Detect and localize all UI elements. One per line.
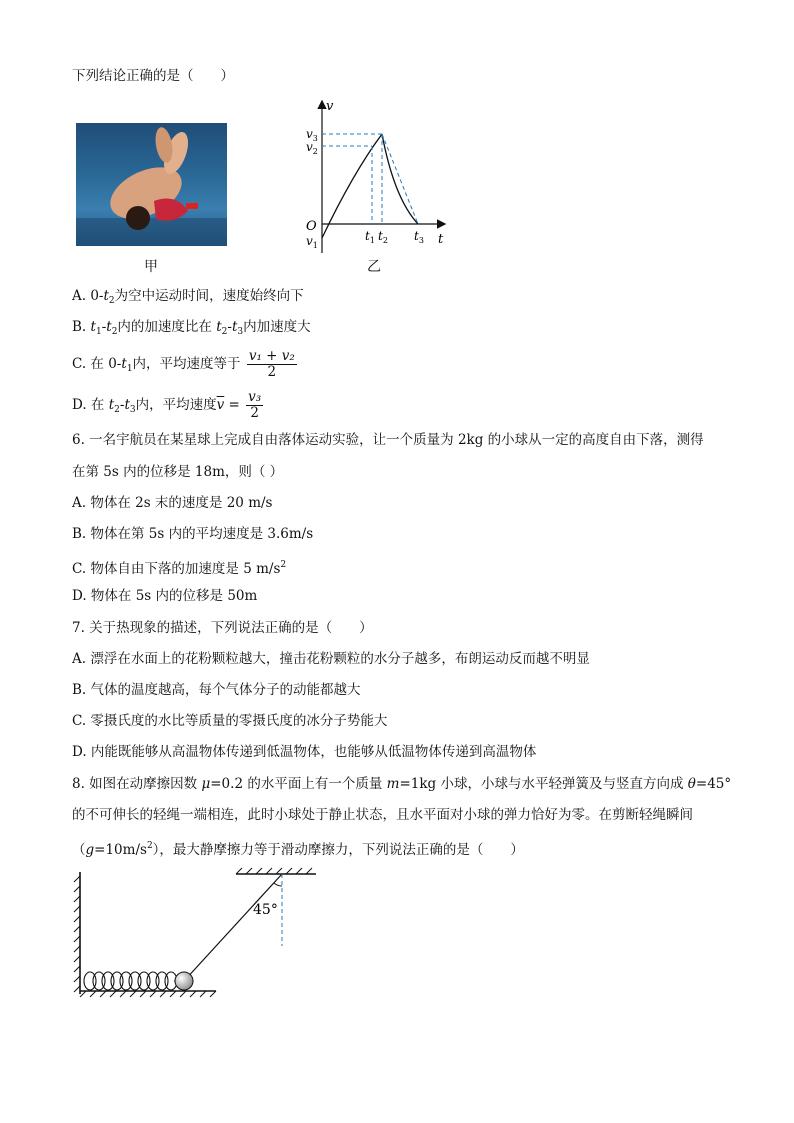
caption-jia: 甲 (144, 259, 158, 275)
t1-label: $t_1$ (365, 229, 375, 245)
v1-label: $v_1$ (306, 234, 318, 250)
floor-hatching (80, 991, 216, 997)
wall-hatching (74, 876, 80, 992)
spring (84, 972, 177, 990)
q7-stem: 7. 关于热现象的描述，下列说法正确的是（ ） (72, 620, 373, 636)
q6-option-b: B. 物体在第 5s 内的平均速度是 3.6m/s (72, 526, 314, 542)
ceiling-hatching (236, 868, 312, 874)
v3-label: $v_3$ (306, 127, 318, 143)
v-axis-label: v (326, 99, 334, 114)
diver-photo (76, 123, 227, 246)
q6-option-c: C. 物体自由下落的加速度是 5 $m/s^2$ (72, 560, 287, 577)
fraction-d: $\frac{\text{v₃}}{2}$ (248, 389, 262, 421)
caption-yi: 乙 (367, 259, 381, 275)
fraction-c: $\frac{\text{v₁ + v₂}}{2}$ (248, 348, 295, 380)
q5-option-d: D. 在 $t_2-t_3$内，平均速度$\overline{v}$ = $\frac{\text{v₃}}{2}$ (72, 389, 262, 421)
origin-label: O (306, 219, 317, 234)
q7-option-c: C. 零摄氏度的水比等质量的零摄氏度的冰分子势能大 (72, 713, 388, 729)
q6-option-d: D. 物体在 5s 内的位移是 50m (72, 588, 258, 604)
q7-option-d: D. 内能既能够从高温物体传递到低温物体，也能够从低温物体传递到高温物体 (72, 744, 537, 760)
q6-option-a: A. 物体在 2s 末的速度是 20 m/s (72, 495, 273, 511)
angle-label: 45° (253, 902, 278, 918)
vt-graph (298, 98, 458, 268)
spring-rope-diagram (70, 866, 330, 1001)
q5-option-a: A. $0-t_2$为空中运动时间，速度始终向下 (72, 288, 304, 306)
q5-option-c: C. 在 $0-t_1$内，平均速度等于 $\frac{\text{v₁ + v₂}}{2}$ (72, 348, 295, 380)
q8-line2: 的不可伸长的轻绳一端相连，此时小球处于静止状态，且水平面对小球的弹力恰好为零。在剪断轻绳瞬间 (72, 807, 693, 823)
q5-stem: 下列结论正确的是（ ） (72, 68, 234, 84)
q7-option-a: A. 漂浮在水面上的花粉颗粒越大，撞击花粉颗粒的水分子越多，布朗运动反而越不明显 (72, 651, 590, 667)
ball (175, 972, 193, 990)
t3-label: $t_3$ (414, 229, 424, 245)
v2-label: $v_2$ (306, 140, 318, 156)
angle-arc (274, 883, 282, 886)
rope (184, 874, 282, 981)
q6-line2: 在第 5s 内的位移是 18m，则（ ） (72, 464, 284, 480)
t-axis-label: t (438, 232, 444, 247)
q6-line1: 6. 一名宇航员在某星球上完成自由落体运动实验，让一个质量为 2kg 的小球从一定的高度自由下落，测得 (72, 432, 704, 448)
diver-illustration (76, 123, 227, 246)
q7-option-b: B. 气体的温度越高，每个气体分子的动能都越大 (72, 682, 361, 698)
q8-line1: 8. 如图在动摩擦因数 μ=0.2 的水平面上有一个质量 m=1kg 小球，小球与水平轻弹簧及与竖直方向成 θ=45° (72, 776, 732, 792)
q5-option-b: B. $t_1-t_2$内的加速度比在 $t_2-t_3$内加速度大 (72, 319, 311, 337)
q8-line3: $(g=10m/s^2)$，最大静摩擦力等于滑动摩擦力，下列说法正确的是（ ） (72, 841, 524, 858)
t2-label: $t_2$ (378, 229, 388, 245)
curve-rise (322, 134, 382, 238)
